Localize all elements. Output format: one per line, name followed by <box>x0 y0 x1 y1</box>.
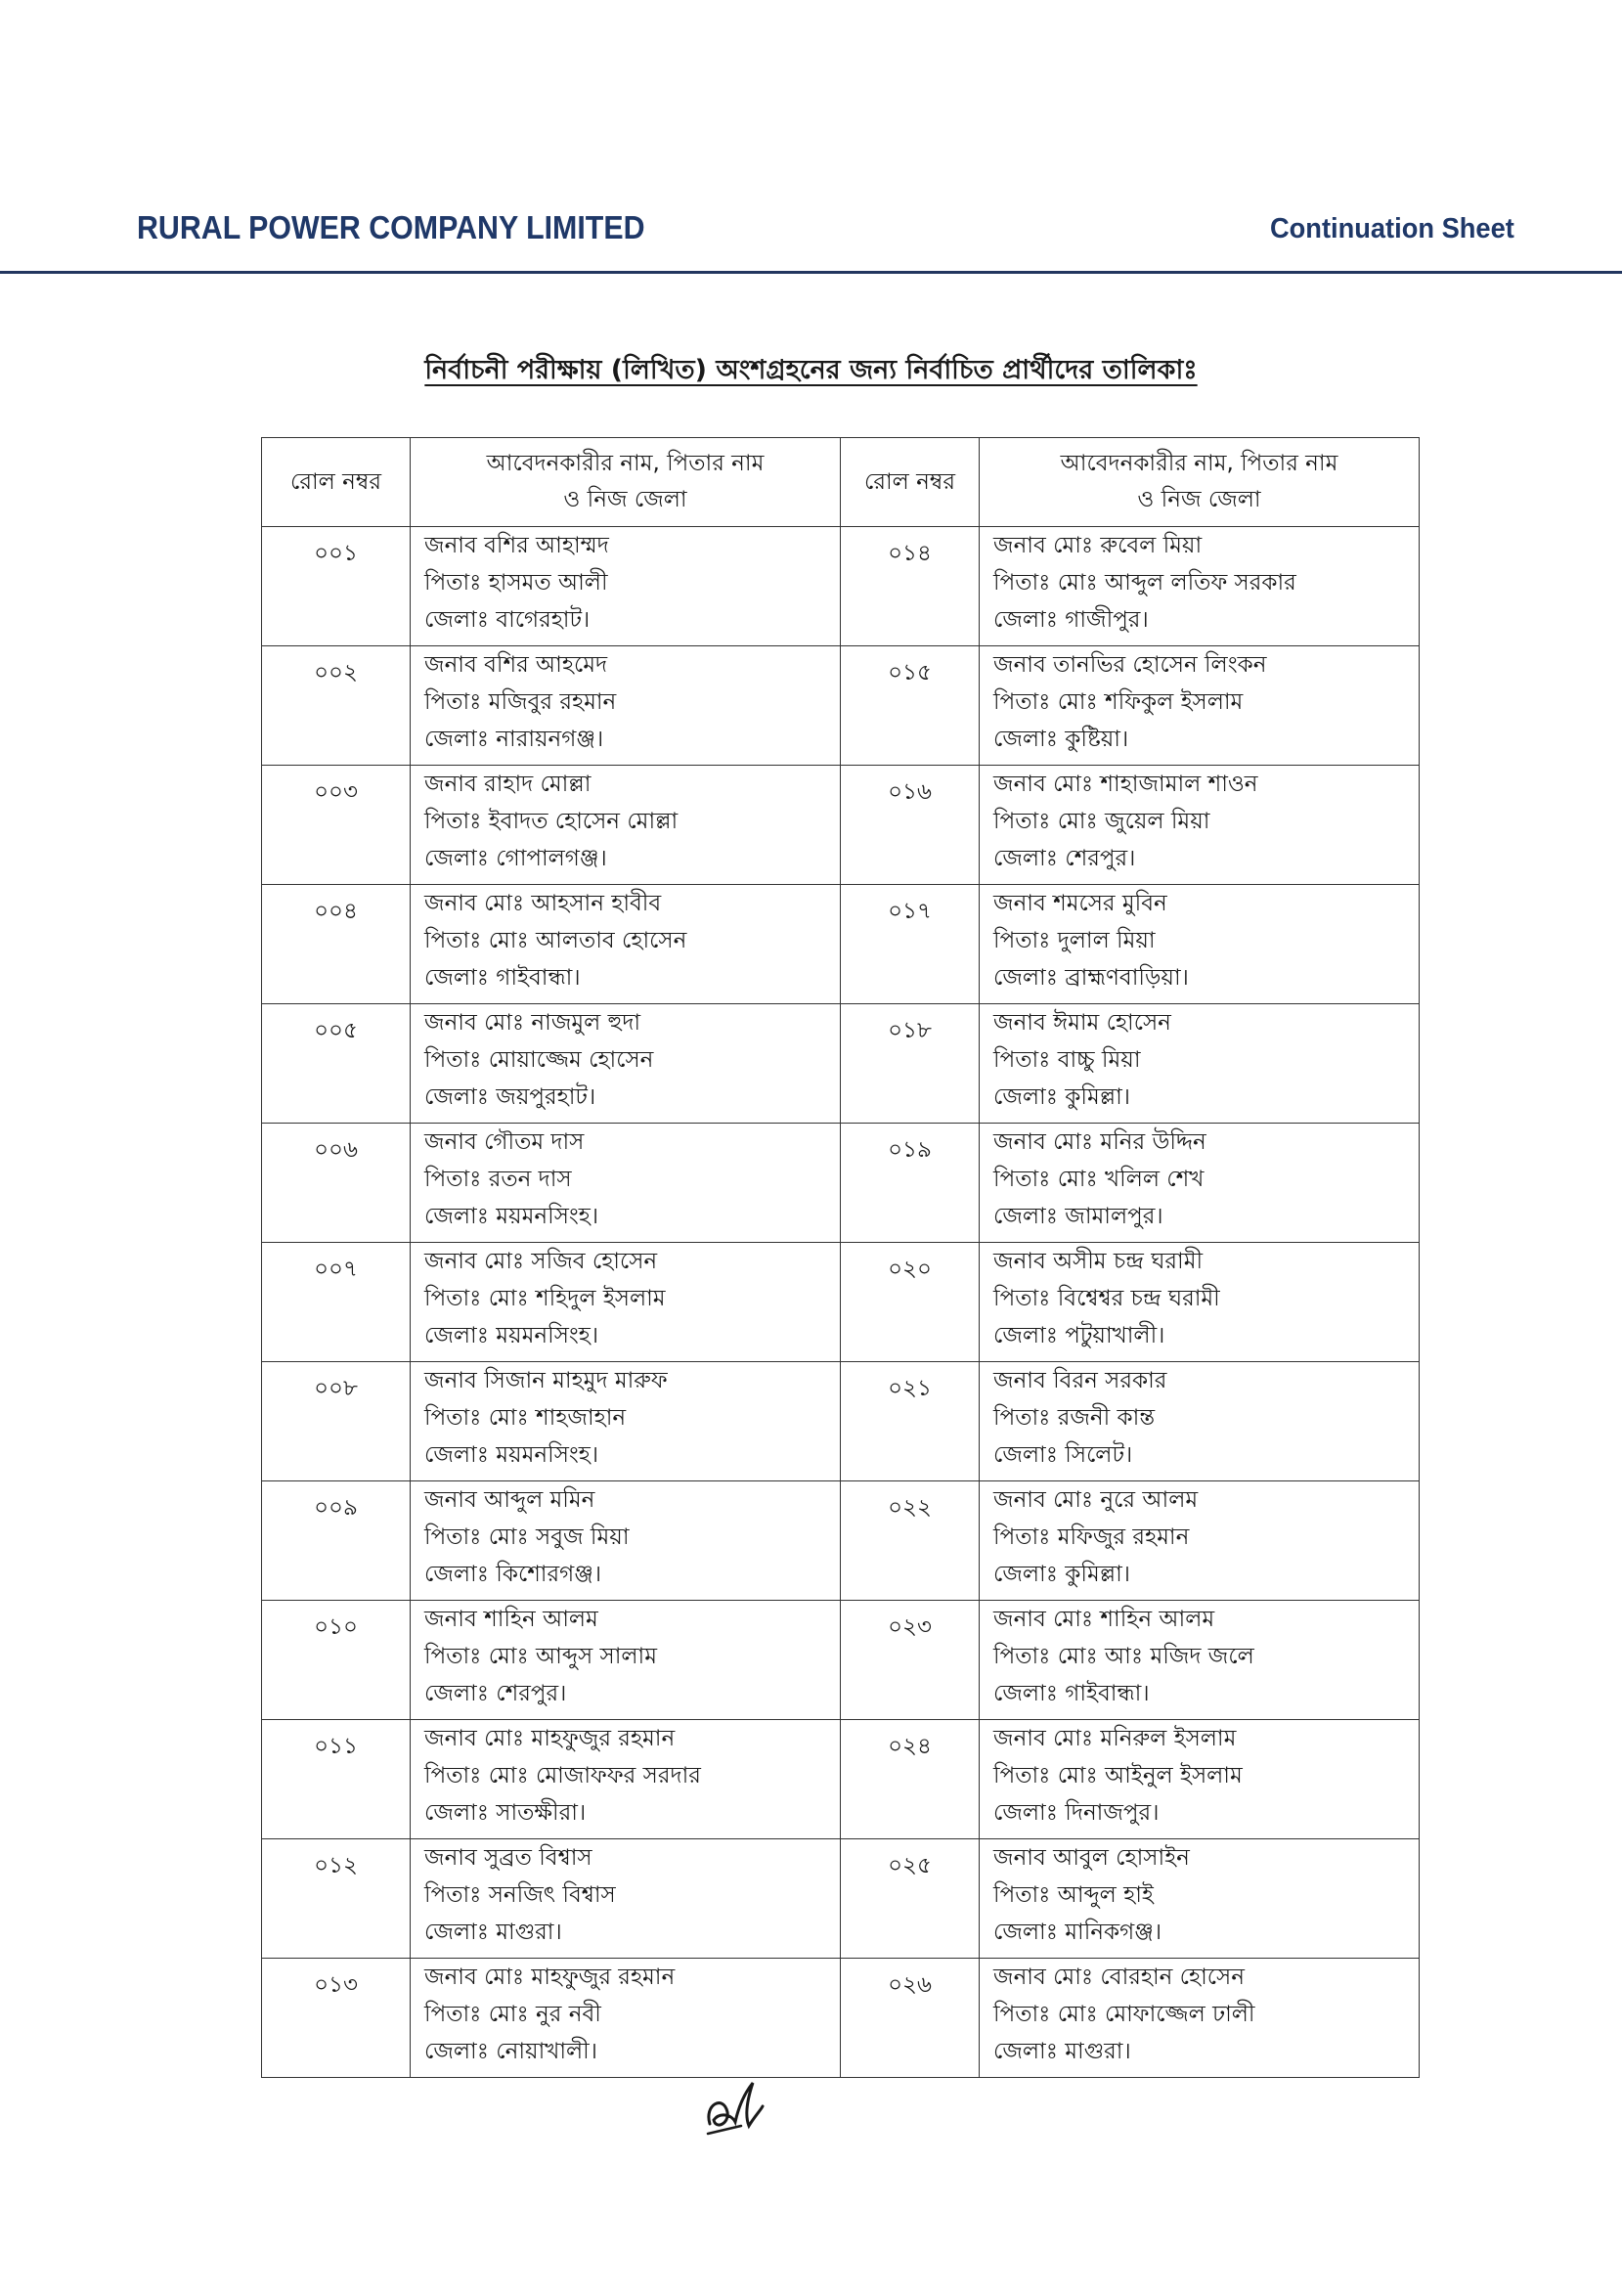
roll-number: ০১৯ <box>888 1137 932 1163</box>
roll-number: ০১১ <box>314 1734 358 1759</box>
table-row <box>262 1124 1420 1243</box>
candidate-name: জনাব শমসের মুবিন <box>993 891 1167 916</box>
roll-number: ০১৪ <box>888 541 932 566</box>
candidate-name: জনাব মোঃ রুবেল মিয়া <box>993 533 1203 558</box>
father-name: পিতাঃ মোঃ শহিদুল ইসলাম <box>424 1286 666 1311</box>
candidate-name: জনাব মোঃ মাহফুজুর রহমান <box>424 1965 676 1990</box>
roll-number: ০২৬ <box>888 1972 932 1998</box>
candidate-info-cell <box>411 1004 841 1124</box>
roll-cell <box>262 1124 411 1243</box>
home-district: জেলাঃ গাইবান্ধা। <box>424 965 581 991</box>
roll-number: ০১৬ <box>888 779 932 805</box>
header-info-left <box>411 438 841 527</box>
candidate-name: জনাব ঈমাম হোসেন <box>993 1010 1171 1036</box>
candidate-info-cell <box>980 1243 1420 1362</box>
table-row <box>262 1004 1420 1124</box>
candidate-name: জনাব বশির আহাম্মদ <box>424 533 609 558</box>
father-name: পিতাঃ মোঃ আলতাব হোসেন <box>424 928 687 953</box>
candidate-info-cell <box>411 1720 841 1839</box>
home-district: জেলাঃ সাতক্ষীরা। <box>424 1800 587 1826</box>
home-district: জেলাঃ সিলেট। <box>993 1442 1133 1468</box>
candidate-info-cell <box>980 766 1420 885</box>
father-name: পিতাঃ মোঃ মোফাজ্জেল ঢালী <box>993 2002 1255 2027</box>
roll-cell <box>262 1601 411 1720</box>
candidates-table <box>261 437 1420 2078</box>
roll-cell <box>262 766 411 885</box>
father-name: পিতাঃ হাসমত আলী <box>424 570 608 596</box>
candidate-name: জনাব মোঃ আহসান হাবীব <box>424 891 662 916</box>
candidate-name: জনাব মোঃ নাজমুল হুদা <box>424 1010 641 1036</box>
candidate-name: জনাব সুব্রত বিশ্বাস <box>424 1845 592 1871</box>
table-row <box>262 1362 1420 1481</box>
father-name: পিতাঃ মোঃ জুয়েল মিয়া <box>993 809 1210 834</box>
header-info-line1: আবেদনকারীর নাম, পিতার নাম <box>1060 451 1338 476</box>
table-header-row <box>262 438 1420 527</box>
father-name: পিতাঃ মোঃ খলিল শেখ <box>993 1167 1205 1192</box>
home-district: জেলাঃ ব্রাহ্মণবাড়িয়া। <box>993 965 1189 991</box>
candidate-name: জনাব মোঃ শাহাজামাল শাওন <box>993 772 1258 797</box>
father-name: পিতাঃ বাচ্চু মিয়া <box>993 1047 1141 1073</box>
home-district: জেলাঃ জামালপুর। <box>993 1204 1163 1229</box>
document-title <box>0 350 1622 394</box>
candidate-info-cell <box>980 1004 1420 1124</box>
candidate-name: জনাব মোঃ মনিরুল ইসলাম <box>993 1726 1237 1751</box>
roll-cell <box>262 1004 411 1124</box>
roll-cell <box>262 1243 411 1362</box>
home-district: জেলাঃ মাগুরা। <box>993 2039 1131 2064</box>
father-name: পিতাঃ রতন দাস <box>424 1167 572 1192</box>
roll-number: ০১৫ <box>888 660 932 685</box>
roll-cell <box>841 1004 980 1124</box>
home-district: জেলাঃ কুমিল্লা। <box>993 1562 1130 1587</box>
candidate-name: জনাব মোঃ মনির উদ্দিন <box>993 1129 1206 1155</box>
candidate-info-cell <box>411 527 841 646</box>
home-district: জেলাঃ ময়মনসিংহ। <box>424 1323 599 1348</box>
father-name: পিতাঃ দুলাল মিয়া <box>993 928 1156 953</box>
candidate-name: জনাব শাহিন আলম <box>424 1607 598 1632</box>
candidate-info-cell <box>411 885 841 1004</box>
home-district: জেলাঃ গোপালগঞ্জ। <box>424 846 607 871</box>
father-name: পিতাঃ মোঃ আইনুল ইসলাম <box>993 1763 1243 1788</box>
header-roll-label: রোল নম্বর <box>863 468 956 495</box>
document-title-text: নির্বাচনী পরীক্ষায় (লিখিত) অংশগ্রহনের জন্য নির্বাচিত প্রার্থীদের তালিকাঃ <box>424 355 1198 385</box>
candidate-name: জনাব মোঃ বোরহান হোসেন <box>993 1965 1245 1990</box>
home-district: জেলাঃ গাইবান্ধা। <box>993 1681 1150 1706</box>
roll-cell <box>841 766 980 885</box>
candidate-info-cell <box>411 1362 841 1481</box>
home-district: জেলাঃ ময়মনসিংহ। <box>424 1442 599 1468</box>
roll-cell <box>262 527 411 646</box>
candidate-info-cell <box>411 1839 841 1959</box>
roll-number: ০২৪ <box>888 1734 932 1759</box>
father-name: পিতাঃ মজিবুর রহমান <box>424 689 617 715</box>
candidate-info-cell <box>980 1362 1420 1481</box>
table-row <box>262 1481 1420 1601</box>
header-roll-right <box>841 438 980 527</box>
candidate-name: জনাব আবুল হোসাইন <box>993 1845 1190 1871</box>
candidate-name: জনাব আব্দুল মমিন <box>424 1487 595 1513</box>
father-name: পিতাঃ মফিজুর রহমান <box>993 1524 1190 1550</box>
father-name: পিতাঃ মোঃ শফিকুল ইসলাম <box>993 689 1244 715</box>
roll-cell <box>262 1720 411 1839</box>
candidate-info-cell <box>980 1124 1420 1243</box>
home-district: জেলাঃ পটুয়াখালী। <box>993 1323 1165 1348</box>
home-district: জেলাঃ জয়পুরহাট। <box>424 1084 596 1110</box>
roll-number: ০২১ <box>888 1376 932 1401</box>
roll-number: ০০২ <box>314 660 358 685</box>
candidate-info-cell <box>980 1481 1420 1601</box>
roll-number: ০০৭ <box>314 1257 358 1282</box>
father-name: পিতাঃ ইবাদত হোসেন মোল্লা <box>424 809 679 834</box>
header-roll-label: রোল নম্বর <box>289 468 382 495</box>
home-district: জেলাঃ গাজীপুর। <box>993 607 1149 633</box>
roll-number: ০২৩ <box>888 1614 932 1640</box>
roll-number: ০২০ <box>888 1257 932 1282</box>
candidate-name: জনাব মোঃ শাহিন আলম <box>993 1607 1215 1632</box>
header-info-line2: ও নিজ জেলা <box>1137 487 1261 512</box>
table-row <box>262 766 1420 885</box>
candidate-info-cell <box>980 885 1420 1004</box>
roll-cell <box>262 646 411 766</box>
candidate-name: জনাব মোঃ মাহফুজুর রহমান <box>424 1726 676 1751</box>
roll-cell <box>841 1601 980 1720</box>
table-row <box>262 1243 1420 1362</box>
roll-cell <box>841 527 980 646</box>
roll-number: ০১৮ <box>888 1018 932 1043</box>
candidate-name: জনাব তানভির হোসেন লিংকন <box>993 652 1267 678</box>
father-name: পিতাঃ মোঃ নুর নবী <box>424 2002 601 2027</box>
candidate-info-cell <box>980 1601 1420 1720</box>
roll-number: ০১৩ <box>314 1972 358 1998</box>
header-info-right <box>980 438 1420 527</box>
candidate-info-cell <box>411 1601 841 1720</box>
roll-number: ০০৫ <box>314 1018 358 1043</box>
roll-cell <box>841 1362 980 1481</box>
header-roll-left <box>262 438 411 527</box>
roll-number: ০১০ <box>314 1614 358 1640</box>
father-name: পিতাঃ মোঃ আঃ মজিদ জলে <box>993 1644 1254 1669</box>
roll-cell <box>841 885 980 1004</box>
roll-number: ০০৬ <box>314 1137 358 1163</box>
father-name: পিতাঃ আব্দুল হাই <box>993 1882 1154 1908</box>
header-info-line2: ও নিজ জেলা <box>563 487 687 512</box>
candidate-info-cell <box>411 646 841 766</box>
roll-cell <box>262 885 411 1004</box>
candidate-info-cell <box>411 1243 841 1362</box>
home-district: জেলাঃ ময়মনসিংহ। <box>424 1204 599 1229</box>
candidate-name: জনাব মোঃ নুরে আলম <box>993 1487 1199 1513</box>
roll-number: ০২২ <box>888 1495 932 1521</box>
candidate-info-cell <box>980 1720 1420 1839</box>
home-district: জেলাঃ শেরপুর। <box>424 1681 567 1706</box>
candidate-info-cell <box>980 646 1420 766</box>
home-district: জেলাঃ কুষ্টিয়া। <box>993 727 1129 752</box>
candidate-name: জনাব সিজান মাহমুদ মারুফ <box>424 1368 668 1393</box>
candidate-name: জনাব বিরন সরকার <box>993 1368 1167 1393</box>
home-district: জেলাঃ কিশোরগঞ্জ। <box>424 1562 602 1587</box>
signature-mark <box>702 2065 770 2143</box>
candidate-info-cell <box>980 527 1420 646</box>
roll-cell <box>841 1124 980 1243</box>
father-name: পিতাঃ মোয়াজ্জেম হোসেন <box>424 1047 654 1073</box>
table-body <box>262 527 1420 2078</box>
roll-cell <box>262 1959 411 2078</box>
candidate-info-cell <box>980 1839 1420 1959</box>
roll-number: ০০৩ <box>314 779 358 805</box>
roll-cell <box>262 1362 411 1481</box>
father-name: পিতাঃ মোঃ শাহজাহান <box>424 1405 627 1431</box>
roll-cell <box>841 1243 980 1362</box>
roll-cell <box>841 1481 980 1601</box>
header-divider <box>0 271 1622 274</box>
candidate-name: জনাব রাহাদ মোল্লা <box>424 772 592 797</box>
roll-number: ০১২ <box>314 1853 358 1878</box>
roll-number: ০০৪ <box>314 899 358 924</box>
father-name: পিতাঃ মোঃ আব্দুল লতিফ সরকার <box>993 570 1296 596</box>
candidate-name: জনাব গৌতম দাস <box>424 1129 585 1155</box>
candidate-info-cell <box>411 1124 841 1243</box>
table-row <box>262 1959 1420 2078</box>
father-name: পিতাঃ সনজিৎ বিশ্বাস <box>424 1882 616 1908</box>
home-district: জেলাঃ মানিকগঞ্জ। <box>993 1920 1162 1945</box>
roll-number: ০২৫ <box>888 1853 932 1878</box>
roll-cell <box>841 1959 980 2078</box>
home-district: জেলাঃ কুমিল্লা। <box>993 1084 1130 1110</box>
header-info-line1: আবেদনকারীর নাম, পিতার নাম <box>486 451 765 476</box>
candidate-info-cell <box>411 1481 841 1601</box>
table-row <box>262 1720 1420 1839</box>
candidate-name: জনাব মোঃ সজিব হোসেন <box>424 1249 658 1274</box>
table-row <box>262 1601 1420 1720</box>
father-name: পিতাঃ মোঃ মোজাফফর সরদার <box>424 1763 701 1788</box>
roll-cell <box>841 1720 980 1839</box>
roll-cell <box>262 1481 411 1601</box>
table-row <box>262 527 1420 646</box>
father-name: পিতাঃ মোঃ আব্দুস সালাম <box>424 1644 657 1669</box>
roll-number: ০০১ <box>314 541 358 566</box>
father-name: পিতাঃ মোঃ সবুজ মিয়া <box>424 1524 630 1550</box>
home-district: জেলাঃ নারায়নগঞ্জ। <box>424 727 604 752</box>
candidate-name: জনাব বশির আহমেদ <box>424 652 608 678</box>
candidate-info-cell <box>411 1959 841 2078</box>
roll-number: ০১৭ <box>888 899 932 924</box>
father-name: পিতাঃ বিশ্বেশ্বর চন্দ্র ঘরামী <box>993 1286 1220 1311</box>
roll-number: ০০৮ <box>314 1376 358 1401</box>
roll-cell <box>262 1839 411 1959</box>
candidate-name: জনাব অসীম চন্দ্র ঘরামী <box>993 1249 1204 1274</box>
sheet-label: Continuation Sheet <box>1270 213 1514 244</box>
home-district: জেলাঃ মাগুরা। <box>424 1920 562 1945</box>
candidate-info-cell <box>411 766 841 885</box>
home-district: জেলাঃ শেরপুর। <box>993 846 1136 871</box>
home-district: জেলাঃ নোয়াখালী। <box>424 2039 597 2064</box>
home-district: জেলাঃ দিনাজপুর। <box>993 1800 1160 1826</box>
roll-cell <box>841 1839 980 1959</box>
roll-number: ০০৯ <box>314 1495 358 1521</box>
home-district: জেলাঃ বাগেরহাট। <box>424 607 591 633</box>
table-row <box>262 1839 1420 1959</box>
table-row <box>262 646 1420 766</box>
company-name: RURAL POWER COMPANY LIMITED <box>137 209 645 245</box>
roll-cell <box>841 646 980 766</box>
candidate-info-cell <box>980 1959 1420 2078</box>
table-row <box>262 885 1420 1004</box>
father-name: পিতাঃ রজনী কান্ত <box>993 1405 1156 1431</box>
